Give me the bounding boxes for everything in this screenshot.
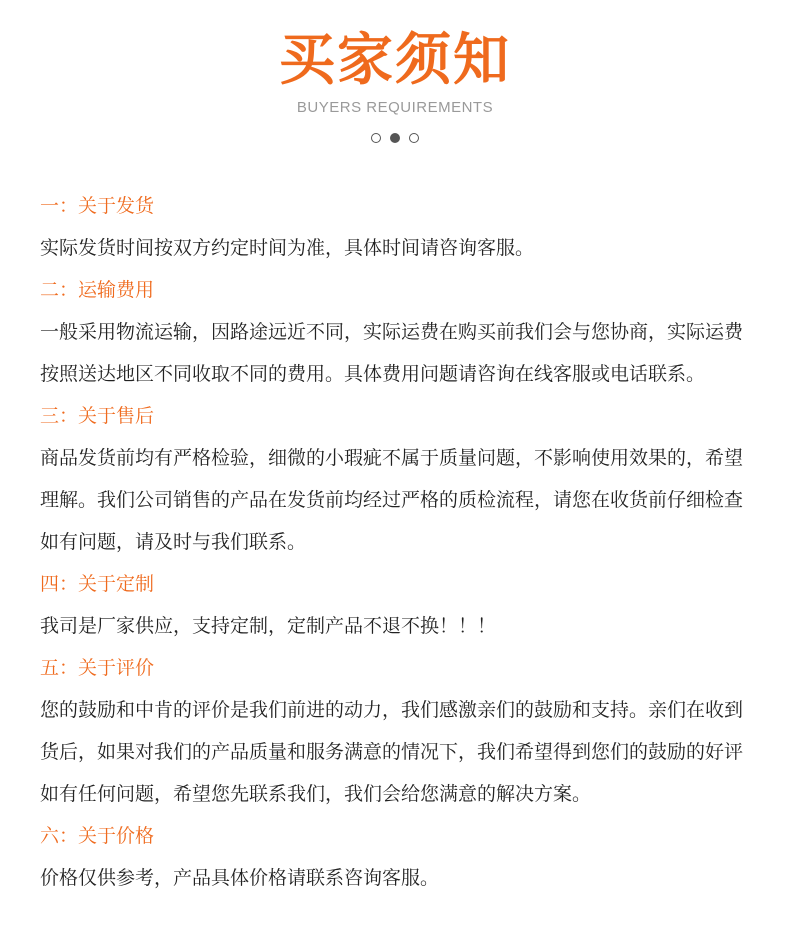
section-text: 理解。我们公司销售的产品在发货前均经过严格的质检流程，请您在收货前仔细检查	[40, 489, 744, 511]
section-text: 如有任何问题，希望您先联系我们，我们会给您满意的解决方案。	[40, 783, 592, 805]
section-text: 一般采用物流运输，因路途远近不同，实际运费在购买前我们会与您协商，实际运费	[40, 321, 744, 343]
section-pricing	[40, 815, 755, 899]
indicator-dot-2	[390, 133, 400, 143]
section-title: 五：关于评价	[40, 657, 155, 679]
section-title: 六：关于价格	[40, 825, 155, 847]
section-freight	[40, 269, 755, 395]
section-text: 我司是厂家供应，支持定制，定制产品不退不换！！！	[40, 615, 497, 637]
section-reviews	[40, 647, 755, 815]
notice-content	[40, 185, 755, 899]
section-title: 四：关于定制	[40, 573, 155, 595]
section-title: 一：关于发货	[40, 195, 155, 217]
section-text: 货后，如果对我们的产品质量和服务满意的情况下，我们希望得到您们的鼓励的好评	[40, 741, 744, 763]
section-customization	[40, 563, 755, 647]
section-title: 二：运输费用	[40, 279, 155, 301]
page-header	[0, 0, 790, 143]
section-text: 商品发货前均有严格检验，细微的小瑕疵不属于质量问题，不影响使用效果的，希望	[40, 447, 744, 469]
indicator-dot-3	[409, 133, 419, 143]
section-title: 三：关于售后	[40, 405, 155, 427]
section-after-sales	[40, 395, 755, 563]
page-subtitle: BUYERS REQUIREMENTS	[296, 99, 494, 116]
page-title: 买家须知	[279, 28, 511, 93]
section-shipping	[40, 185, 755, 269]
section-text: 实际发货时间按双方约定时间为准，具体时间请咨询客服。	[40, 237, 535, 259]
section-text: 价格仅供参考，产品具体价格请联系咨询客服。	[40, 867, 440, 889]
indicator-dot-1	[371, 133, 381, 143]
section-text: 按照送达地区不同收取不同的费用。具体费用问题请咨询在线客服或电话联系。	[40, 363, 706, 385]
section-text: 如有问题，请及时与我们联系。	[40, 531, 307, 553]
section-text: 您的鼓励和中肯的评价是我们前进的动力，我们感激亲们的鼓励和支持。亲们在收到	[40, 699, 744, 721]
carousel-indicator	[0, 133, 790, 143]
